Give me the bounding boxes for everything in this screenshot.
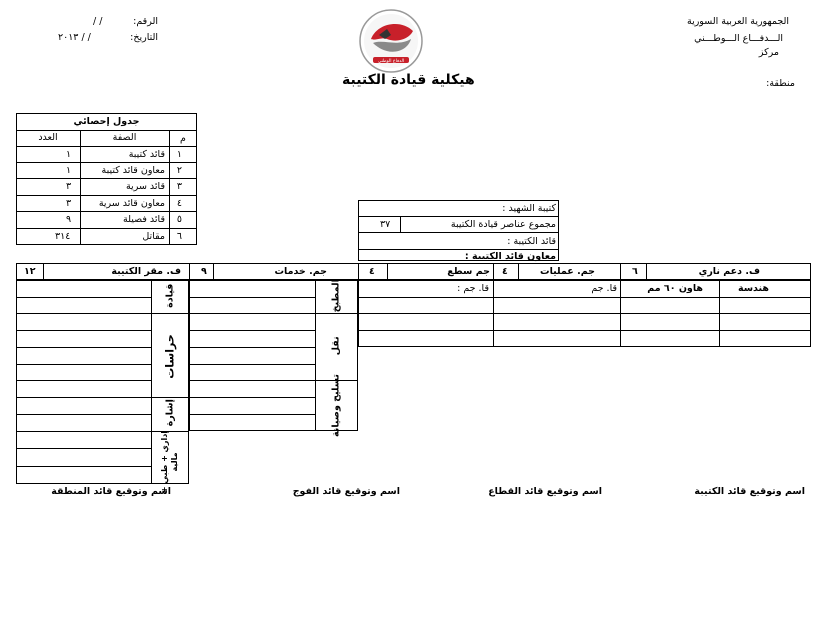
battalion-total-value: ٣٧: [380, 219, 391, 230]
signature-region: اسم وتوقيع قائد المنطقة: [51, 486, 171, 497]
unit-count: ١٢: [24, 266, 36, 277]
region-label: منطقة:: [766, 78, 795, 89]
defense-name: الـــدفـــاع الـــوطـــني: [694, 33, 783, 44]
signature-regiment: اسم وتوقيع قائد الفوج: [292, 486, 400, 497]
unit-label: ف. مقر الكتيبة: [111, 266, 181, 277]
number-slashes: / /: [93, 16, 103, 27]
stats-row-num: ٥: [176, 214, 182, 225]
unit-label: ف. دعم ناري: [698, 266, 760, 277]
country-name: الجمهورية العربية السورية: [686, 16, 789, 27]
stats-row-num: ٤: [176, 198, 182, 209]
stats-row-num: ٣: [176, 181, 182, 192]
battalion-deputy: معاون قائد الكتيبة :: [464, 251, 556, 262]
unit-count: ٤: [502, 266, 508, 277]
stats-row-count: ١: [66, 165, 72, 176]
date-label: التاريخ:: [130, 32, 158, 43]
stats-row-role: قائد فصيلة: [123, 214, 165, 225]
stats-header-count: العدد: [38, 132, 58, 143]
battalion-name: كتيبة الشهيد :: [502, 203, 556, 214]
unit-label: جم سطع: [447, 266, 490, 277]
stats-row-num: ١: [176, 149, 182, 160]
battalion-total-label: مجموع عناصر قيادة الكتيبة: [450, 219, 556, 230]
stats-row-role: مقاتل: [142, 231, 165, 242]
date-value: / / ٢٠١٣: [58, 32, 91, 43]
engineering-label: هندسة: [737, 283, 769, 294]
squad-leader-label: قا. جم: [591, 283, 617, 294]
page-title: هيكلية قيادة الكتيبة: [342, 72, 475, 88]
stats-header-num: م: [180, 133, 186, 144]
stats-row-role: قائد كتيبة: [128, 149, 165, 160]
mortar-label: هاون ٦٠ مم: [647, 283, 703, 294]
armory-label: تسليح وصيانة: [330, 374, 342, 438]
logo-caption: الدفاع الوطني: [377, 59, 405, 64]
stats-row-num: ٦: [176, 231, 182, 242]
signature-sector: اسم وتوقيع قائد القطاع: [488, 486, 602, 497]
transport-label: نقل: [330, 336, 342, 356]
leadership-label: قيادة: [164, 283, 176, 308]
stats-row-count: ٣١٤: [55, 231, 71, 242]
admin-medical-finance-label: إداري + طبي + مالية: [160, 430, 179, 494]
stats-row-role: قائد سرية: [125, 181, 165, 192]
stats-header-role: الصفة: [112, 132, 137, 143]
unit-count: ٤: [369, 266, 375, 277]
signal-label: إشارة: [164, 399, 176, 427]
stats-row-num: ٢: [176, 165, 182, 176]
unit-label: جم. عمليات: [540, 266, 595, 277]
stats-row-count: ٣: [66, 198, 72, 209]
stats-table-title: جدول إحصائي: [73, 116, 140, 127]
stats-row-role: معاون قائد سرية: [98, 198, 165, 209]
guards-label: حراسات: [163, 334, 177, 379]
unit-count: ٦: [632, 266, 638, 277]
unit-label: جم. خدمات: [274, 266, 327, 277]
stats-row-count: ٩: [66, 214, 72, 225]
center-label: مركز: [758, 47, 779, 58]
signature-battalion: اسم وتوقيع قائد الكتيبة: [694, 486, 805, 497]
number-label: الرقم:: [133, 16, 158, 27]
squad-leader-label: قا. جم :: [457, 283, 489, 294]
battalion-commander: قائد الكتيبة :: [507, 236, 556, 247]
stats-row-count: ١: [66, 149, 72, 160]
stats-row-count: ٣: [66, 181, 72, 192]
kitchen-label: المطبخ: [330, 279, 342, 313]
stats-row-role: معاون قائد كتيبة: [101, 165, 165, 176]
national-defense-logo: [357, 9, 425, 75]
unit-count: ٩: [201, 266, 207, 277]
